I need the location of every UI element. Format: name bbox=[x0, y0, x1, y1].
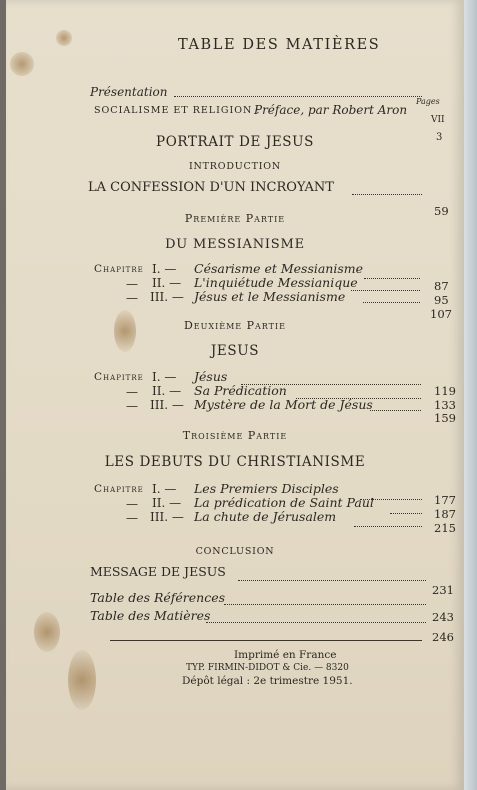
part-title: JESUS bbox=[210, 343, 260, 359]
chapter-title: L'inquiétude Messianique bbox=[194, 275, 358, 290]
stain-mark bbox=[34, 612, 60, 652]
page-number: 59 bbox=[434, 204, 449, 218]
page-number: 177 bbox=[434, 493, 456, 507]
leader-dots bbox=[241, 384, 421, 385]
part-title: LES DEBUTS DU CHRISTIANISME bbox=[104, 454, 366, 470]
chapter-title: La chute de Jérusalem bbox=[194, 509, 337, 524]
leader-dots bbox=[224, 604, 426, 605]
chapter-number: II. — bbox=[152, 384, 182, 398]
chapter-prefix: — bbox=[126, 511, 139, 525]
chapter-number: II. — bbox=[152, 276, 182, 290]
colophon-line: Imprimé en France bbox=[234, 649, 337, 661]
separator-rule bbox=[110, 640, 422, 641]
chapter-prefix: Chapitre bbox=[94, 483, 144, 495]
preface-label: Préface, par Robert Aron bbox=[254, 103, 408, 117]
stain-mark bbox=[10, 52, 34, 76]
chapter-prefix: — bbox=[126, 385, 139, 399]
leader-dots bbox=[238, 580, 426, 581]
chapter-number: I. — bbox=[152, 262, 177, 276]
chapter-title: Jésus bbox=[194, 369, 228, 384]
pages-label: Pages bbox=[416, 97, 440, 106]
colophon-line: TYP. FIRMIN-DIDOT & Cie. — 8320 bbox=[186, 663, 349, 673]
chapter-prefix: — bbox=[126, 497, 139, 511]
chapter-prefix: Chapitre bbox=[94, 371, 144, 383]
chapter-title: Sa Prédication bbox=[194, 383, 287, 398]
chapter-number: III. — bbox=[150, 510, 184, 524]
chapter-title: Les Premiers Disciples bbox=[194, 481, 339, 496]
conclusion-heading: CONCLUSION bbox=[195, 546, 275, 557]
chapter-title: Césarisme et Messianisme bbox=[194, 261, 364, 276]
leader-dots bbox=[352, 194, 422, 195]
chapter-title: Mystère de la Mort de Jésus bbox=[194, 397, 373, 412]
page-number: 95 bbox=[434, 293, 449, 307]
confession-label: LA CONFESSION D'UN INCROYANT bbox=[88, 180, 334, 195]
leader-dots bbox=[206, 622, 426, 623]
portrait-heading: PORTRAIT DE JESUS bbox=[156, 134, 314, 150]
leader-dots bbox=[174, 96, 422, 97]
page-title: TABLE DES MATIÈRES bbox=[178, 37, 381, 53]
references-label: Table des Références bbox=[90, 590, 226, 605]
page-number: 215 bbox=[434, 521, 456, 535]
part-title: DU MESSIANISME bbox=[165, 237, 305, 252]
matieres-label: Table des Matières bbox=[90, 608, 211, 623]
chapter-title: Jésus et le Messianisme bbox=[194, 289, 346, 304]
leader-dots bbox=[296, 398, 421, 399]
chapter-prefix: Chapitre bbox=[94, 263, 144, 275]
page-number: 107 bbox=[430, 307, 452, 321]
chapter-number: II. — bbox=[152, 496, 182, 510]
leader-dots bbox=[360, 499, 422, 500]
leader-dots bbox=[390, 513, 422, 514]
presentation-label: Présentation bbox=[90, 85, 168, 99]
chapter-number: I. — bbox=[152, 482, 177, 496]
leader-dots bbox=[370, 410, 421, 411]
leader-dots bbox=[363, 302, 420, 303]
chapter-title: La prédication de Saint Paul bbox=[194, 495, 374, 510]
page-number: 231 bbox=[432, 583, 454, 597]
chapter-prefix: — bbox=[126, 277, 139, 291]
page-number: 87 bbox=[434, 279, 449, 293]
chapter-prefix: — bbox=[126, 399, 139, 413]
page-number: 246 bbox=[432, 630, 454, 644]
part-heading: Deuxième Partie bbox=[183, 319, 287, 332]
book-page bbox=[6, 0, 464, 790]
chapter-number: I. — bbox=[152, 370, 177, 384]
leader-dots bbox=[354, 526, 422, 527]
page-number: VII bbox=[431, 115, 445, 125]
leader-dots bbox=[351, 290, 420, 291]
part-heading: Première Partie bbox=[184, 212, 286, 225]
stain-mark bbox=[68, 650, 96, 710]
page-number: 133 bbox=[434, 398, 456, 412]
chapter-number: III. — bbox=[150, 398, 184, 412]
stain-mark bbox=[56, 30, 72, 46]
page-number: 3 bbox=[436, 132, 443, 143]
introduction-heading: INTRODUCTION bbox=[188, 161, 282, 172]
leader-dots bbox=[364, 278, 420, 279]
message-label: MESSAGE DE JESUS bbox=[90, 564, 226, 579]
socialisme-label: SOCIALISME ET RELIGION : bbox=[94, 105, 261, 116]
chapter-prefix: — bbox=[126, 291, 139, 305]
colophon-line: Dépôt légal : 2e trimestre 1951. bbox=[182, 675, 353, 687]
chapter-number: III. — bbox=[150, 290, 184, 304]
page-number: 119 bbox=[434, 384, 456, 398]
book-edge bbox=[464, 0, 477, 790]
page-number: 187 bbox=[434, 507, 456, 521]
page-number: 243 bbox=[432, 610, 454, 624]
part-heading: Troisième Partie bbox=[182, 429, 288, 442]
page-number: 159 bbox=[434, 411, 456, 425]
